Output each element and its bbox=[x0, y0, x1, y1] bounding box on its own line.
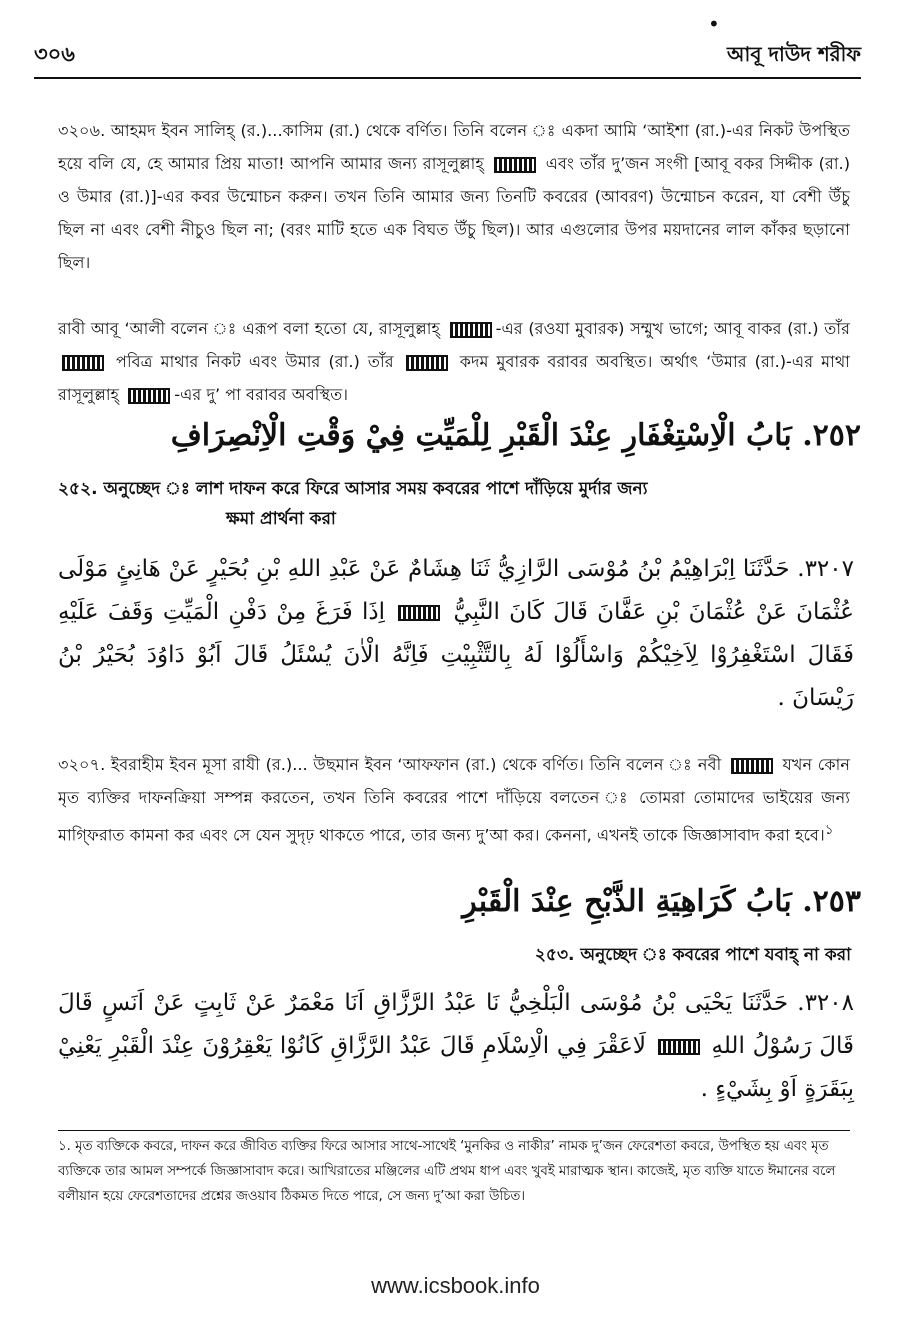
footnote: ১. মৃত ব্যক্তিকে কবরে, দাফন করে জীবিত ব্যক্তির ফিরে আসার সাথে-সাথেই ‘মুনকির ও নাকীর’ নামক দু’জন ফেরেশতা কবরে, উপস্থিত হয় এবং মৃত ব্যক্তিকে তার আমল সম্পর্কে জিজ্ঞাসাবাদ করে। আখিরাতের মঞ্জিলের এটি প্রথম ধাপ এবং খুবই মারাত্মক স্থান। কাজেই, মৃত ব্যক্তি যাতে ঈমানের বলে বলীয়ান হয়ে ফেরেশতাদের প্রশ্নের জওয়াব ঠিকমত দিতে পারে, সে জন্য দু’আ করা উচিত। bbox=[58, 1139, 836, 1204]
hadith-3207-arabic bbox=[58, 548, 854, 720]
narrator-text-4: কদম মুবারক বরাবর অবস্থিত। অর্থাৎ ‘উমার (রা.)-এর মাথা রাসূলুল্লাহ্ bbox=[58, 352, 850, 404]
hadith-3207-arabic-1: ٣٢٠٧. حَدَّثَنَا اِبْرَاهِيْمُ بْنُ مُوْسَى الرَّازِيُّ ثَنَا هِشَامٌ عَنْ عَبْدِ اللهِ بْنِ بُحَيْرٍ عَنْ هَانِئٍ مَوْلَى عُثْمَانَ عَنْ عُثْمَانَ بْنِ عَفَّانَ قَالَ كَانَ النَّبِيُّ bbox=[58, 556, 855, 625]
chapter-253-arabic-title: ٢٥٣. بَابُ كَرَاهِيَةِ الذَّبْحِ عِنْدَ الْقَبْرِ bbox=[462, 884, 861, 919]
narrator-text-5: -এর দু’ পা বরাবর অবস্থিত। bbox=[174, 385, 349, 404]
book-title: আবূ দাউদ শরীফ bbox=[727, 42, 861, 66]
hadith-3208-arabic-1: ٣٢٠٨. حَدَّثَنَا يَحْيَى بْنُ مُوْسَى الْبَلْخِيُّ نَا عَبْدُ الرَّزَّاقِ اَنَا مَعْمَرٌ عَنْ ثَابِتٍ عَنْ اَنَسٍ قَالَ قَالَ رَسُوْلُ اللهِ bbox=[58, 990, 855, 1059]
hadith-3207-arabic-2: اِذَا فَرَغَ مِنْ دَفْنِ الْمَيِّتِ وَقَفَ عَلَيْهِ فَقَالَ اسْتَغْفِرُوْا لِاَخِيْكُمْ وَاسْأَلُوْا لَهُ بِالتَّثْبِيْتِ فَاِنَّهُ الْاٰنَ يُسْئَلُ قَالَ اَبُوْ دَاوُدَ بُحَيْرُ بْنُ رَيْسَانَ . bbox=[58, 599, 854, 711]
chapter-253-bangla-title: ২৫৩. অনুচ্ছেদ ঃ কবরের পাশে যবাহ্ না করা bbox=[534, 945, 851, 965]
hadith-3207-text-2: যখন কোন মৃত ব্যক্তির দাফনক্রিয়া সম্পন্ন করতেন, তখন তিনি কবরের পাশে দাঁড়িয়ে বলতেন ঃ তোমরা তোমাদের ভাইয়ের জন্য মাগ্ফিরাত কামনা কর এবং সে যেন সুদৃঢ় থাকতে পারে, তার জন্য দু’আ কর। কেননা, এখনই তাকে জিজ্ঞাসাবাদ করা হবে। bbox=[58, 755, 851, 845]
footnote-reference: ১ bbox=[824, 822, 834, 838]
pbuh-icon bbox=[494, 157, 536, 173]
chapter-252-bangla-title: ২৫২. অনুচ্ছেদ ঃ লাশ দাফন করে ফিরে আসার সময় কবরের পাশে দাঁড়িয়ে মুর্দার জন্য bbox=[58, 479, 648, 499]
pbuh-icon bbox=[398, 605, 440, 621]
hadith-3208-arabic bbox=[58, 982, 854, 1111]
hadith-3206-text-1: ৩২০৬. আহমদ ইবন সালিহ্ (র.)...কাসিম (রা.) থেকে বর্ণিত। তিনি বলেন ঃ একদা আমি ‘আইশা (রা.)-এর নিকট উপস্থিত হয়ে বলি যে, হে আমার প্রিয় মাতা! আপনি আমার জন্য রাসূলুল্লাহ্ bbox=[58, 121, 850, 173]
hadith-3206 bbox=[58, 114, 850, 279]
pbuh-icon bbox=[658, 1039, 700, 1055]
page-number: ৩০৬ bbox=[34, 42, 75, 66]
pbuh-icon bbox=[62, 355, 104, 371]
pbuh-icon bbox=[406, 355, 448, 371]
ink-dot: • bbox=[708, 12, 720, 36]
hadith-3207 bbox=[58, 748, 850, 851]
chapter-252-arabic-title: ٢٥٢. بَابُ الْاِسْتِغْفَارِ عِنْدَ الْقَبْرِ لِلْمَيِّتِ فِيْ وَقْتِ الْاِنْصِرَافِ bbox=[170, 418, 861, 453]
narrator-text-1: রাবী আবূ ‘আলী বলেন ঃ এরূপ বলা হতো যে, রাসূলুল্লাহ্ bbox=[58, 319, 440, 338]
hadith-3206-text-2: এবং তাঁর দু’জন সংগী [আবূ বকর সিদ্দীক (রা.) ও উমার (রা.)]-এর কবর উন্মোচন করুন। তখন তিনি আমার জন্য তিনটি কবরের (আবরণ) উন্মোচন করেন, যা বেশী উঁচু ছিল না এবং বেশী নীচুও ছিল না; (বরং মাটি হতে এক বিঘত উঁচু ছিল)। আর এগুলোর উপর ময়দানের লাল কাঁকর ছড়ানো ছিল। bbox=[58, 154, 851, 272]
header-rule bbox=[34, 77, 861, 79]
hadith-3208-arabic-2: لَاعَقْرَ فِي الْاِسْلَامِ قَالَ عَبْدُ الرَّزَّاقِ كَانُوْا يَعْقِرُوْنَ عِنْدَ الْقَبْرِ يَعْنِيْ بِبَقَرَةٍ اَوْ بِشَيْءٍ . bbox=[58, 1033, 854, 1102]
pbuh-icon bbox=[731, 758, 773, 774]
pbuh-icon bbox=[450, 322, 492, 338]
website-watermark: www.icsbook.info bbox=[371, 1273, 540, 1298]
narrator-text-2: -এর (রওযা মুবারক) সম্মুখ ভাগে; আবূ বাকর (রা.) তাঁর bbox=[495, 319, 850, 338]
chapter-252-bangla-title-cont: ক্ষমা প্রার্থনা করা bbox=[226, 509, 336, 529]
pbuh-icon bbox=[128, 388, 170, 404]
narrator-note-3206 bbox=[58, 312, 850, 411]
narrator-text-3: পবিত্র মাথার নিকট এবং উমার (রা.) তাঁর bbox=[116, 352, 394, 371]
hadith-3207-text-1: ৩২০৭. ইবরাহীম ইবন মূসা রাযী (র.)... উছমান ইবন ‘আফফান (রা.) থেকে বর্ণিত। তিনি বলেন ঃ নবী bbox=[58, 755, 722, 774]
footnote-rule bbox=[58, 1130, 850, 1131]
